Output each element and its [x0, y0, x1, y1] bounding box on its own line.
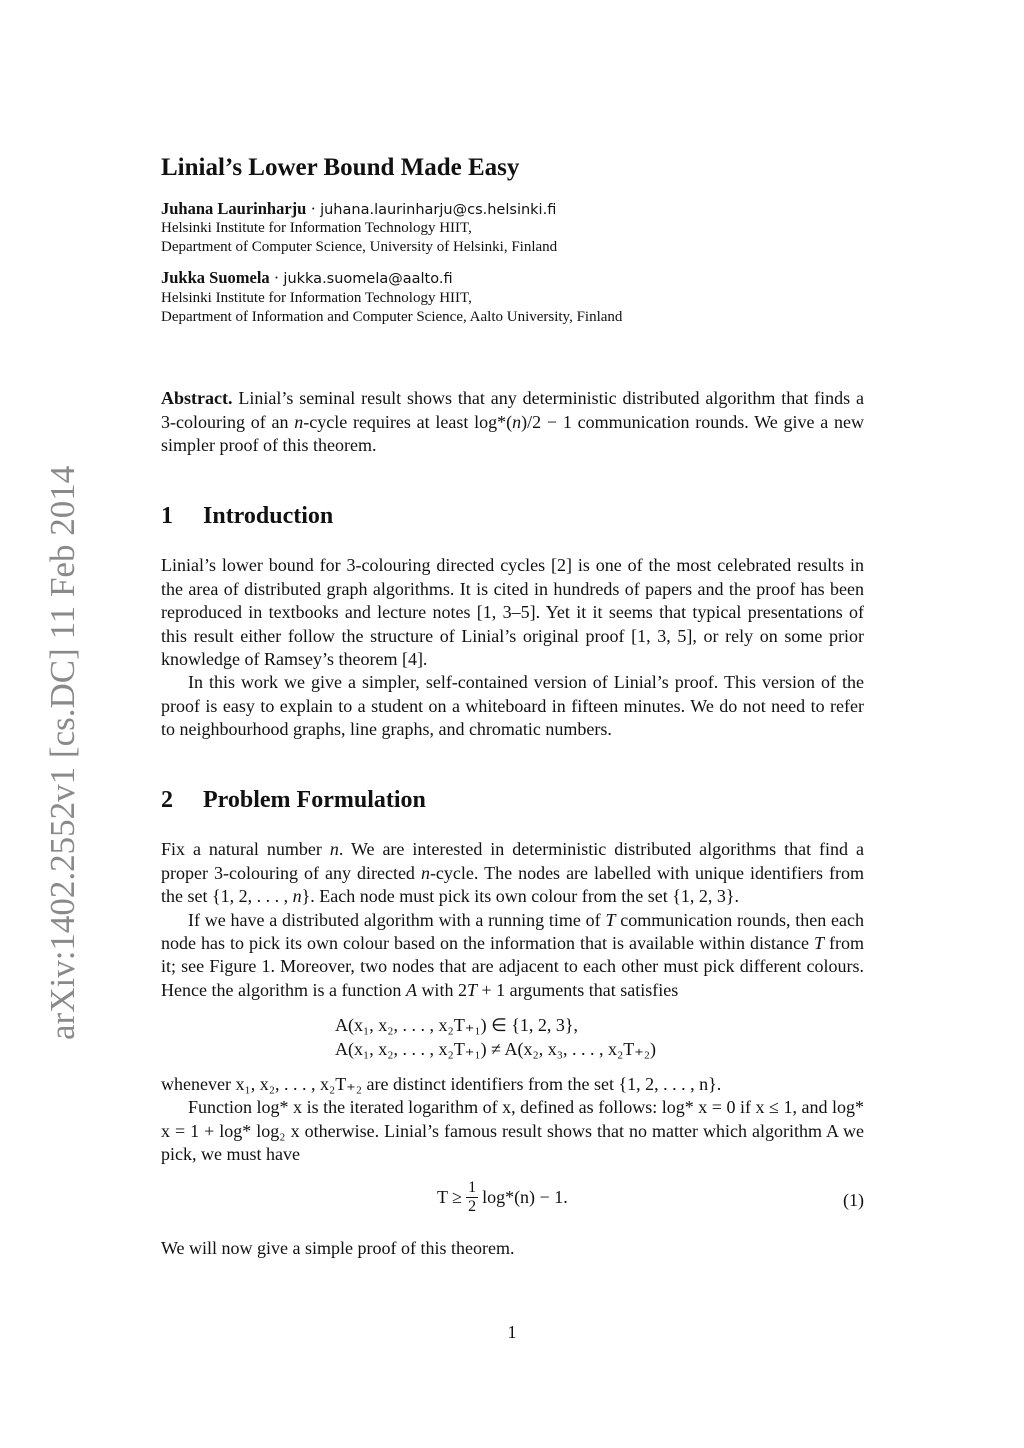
fraction: [466, 1179, 478, 1216]
section-title: Problem Formulation: [203, 786, 426, 813]
page-number: 1: [507, 1322, 517, 1342]
arxiv-side-stamp: arXiv:1402.2552v1 [cs.DC] 11 Feb 2014: [43, 465, 82, 1040]
equation-lhs: T ≥: [437, 1186, 463, 1207]
abstract-text: -cycle requires at least log*(: [303, 411, 513, 432]
paragraph: Function log* x is the iterated logarithm of x, defined as follows: log* x = 0 if x ≤ 1, and log* x = 1 + log* log₂ x otherwise. Linial’s famous result shows that no matter which algorithm A we pick, we must have: [161, 1097, 864, 1165]
section-heading-introduction: [161, 502, 864, 531]
text: . We are interested in deterministic distributed algorithms that find a proper 3-colouring of any directed: [161, 839, 864, 883]
text: }. Each node must pick its own colour from the set {1, 2, 3}.: [301, 886, 739, 907]
section-title: Introduction: [203, 502, 334, 529]
text: with 2: [416, 979, 467, 1000]
abstract-text: )/2 − 1 communication rounds. We give a new simpler proof of this theorem.: [161, 411, 865, 456]
text: communication rounds, then each node has to pick its own colour based on the information that is available within distance: [161, 909, 864, 953]
author-email[interactable]: jukka.suomela@aalto.fi: [283, 271, 453, 288]
math-var: T: [605, 909, 616, 930]
equation-line: A(x₁, x₂, . . . , x₂T₊₁) ≠ A(x₂, x₃, . . . , x₂T₊₂): [335, 1038, 657, 1059]
math-var: T: [813, 932, 824, 953]
math-var: n: [512, 411, 522, 432]
paper-title: Linial’s Lower Bound Made Easy: [161, 154, 520, 181]
author-block-2: Jukka Suomela · jukka.suomela@aalto.fi Helsinki Institute for Information Technology HIIT, Department of Information and Computer Science, Aalto University, Finland: [161, 268, 864, 326]
text: from it; see Figure 1. Moreover, two nodes that are adjacent to each other must pick different colours. Hence the algorithm is a function: [161, 932, 864, 1000]
text: + 1 arguments that satisfies: [476, 979, 679, 1000]
equation-line: A(x₁, x₂, . . . , x₂T₊₁) ∈ {1, 2, 3},: [335, 1015, 579, 1036]
author-name: Juhana Laurinharju: [161, 198, 307, 218]
paragraph: [161, 909, 864, 1003]
section-number: 1: [161, 502, 173, 529]
author-name: Jukka Suomela: [161, 268, 270, 288]
paragraph: [161, 838, 864, 908]
math-var: A: [405, 979, 417, 1000]
abstract-label: Abstract.: [161, 388, 233, 409]
equation-array: [335, 1014, 864, 1061]
author-block-1: Juhana Laurinharju · juhana.laurinharju@cs.helsinki.fi Helsinki Institute for Information Technology HIIT, Department of Computer Science, University of Helsinki, Finland: [161, 199, 864, 257]
author-affiliation: Helsinki Institute for Information Technology HIIT,: [161, 289, 472, 306]
section-heading-problem-formulation: [161, 786, 864, 815]
fraction-numerator: 1: [468, 1178, 477, 1196]
author-affiliation: Helsinki Institute for Information Technology HIIT,: [161, 219, 472, 236]
paragraph: Linial’s lower bound for 3-colouring directed cycles [2] is one of the most celebrated results in the area of distributed graph algorithms. It is cited in hundreds of papers and the proof has been reproduced in textbooks and lecture notes [1, 3–5]. Yet it it seems that typical presentations of this result either follow the structure of Linial’s original proof [1, 3, 5], or rely on some prior knowledge of Ramsey’s theorem [4].: [161, 555, 864, 669]
section-number: 2: [161, 786, 173, 813]
abstract: [161, 387, 864, 457]
paragraph: We will now give a simple proof of this theorem.: [161, 1237, 515, 1258]
math-var: n: [294, 411, 304, 432]
author-affiliation: Department of Information and Computer Science, Aalto University, Finland: [161, 308, 623, 325]
author-email[interactable]: juhana.laurinharju@cs.helsinki.fi: [320, 201, 557, 218]
equation-number: (1): [843, 1189, 864, 1210]
text: -cycle. The nodes are labelled with unique identifiers from the set {1, 2, . . . ,: [161, 862, 865, 907]
fraction-denominator: 2: [468, 1197, 477, 1215]
paper-content: [161, 152, 864, 1260]
display-equation: [161, 1175, 864, 1227]
text: Fix a natural number: [161, 839, 330, 860]
paragraph: In this work we give a simpler, self-contained version of Linial’s proof. This version of the proof is easy to explain to a student on a whiteboard in fifteen minutes. We do not need to refer to neighbourhood graphs, line graphs, and chromatic numbers.: [161, 672, 864, 740]
text: If we have a distributed algorithm with a running time of: [188, 909, 606, 930]
math-var: n: [292, 886, 302, 907]
math-var: n: [420, 862, 430, 883]
equation-rhs: log*(n) − 1.: [482, 1186, 568, 1207]
abstract-text: Linial’s seminal result shows that any deterministic distributed algorithm that finds a 3-colouring of an: [161, 388, 864, 432]
author-affiliation: Department of Computer Science, University of Helsinki, Finland: [161, 238, 558, 255]
math-var: T: [466, 979, 477, 1000]
paragraph: whenever x₁, x₂, . . . , x₂T₊₂ are distinct identifiers from the set {1, 2, . . . , n}.: [161, 1074, 722, 1094]
math-var: n: [329, 839, 339, 860]
